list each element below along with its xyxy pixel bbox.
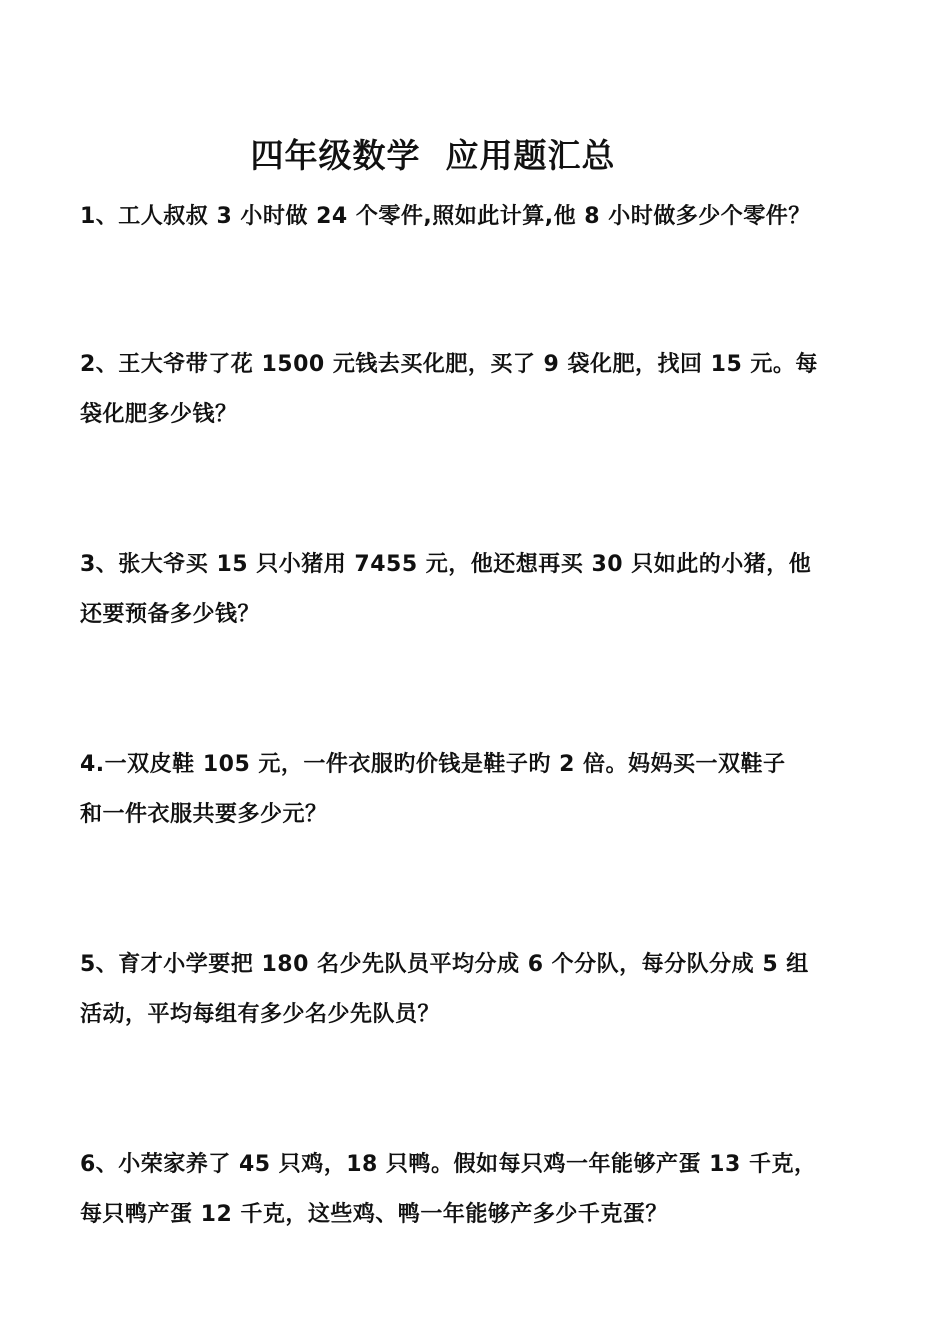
question-6 [80,1140,870,1240]
question-line: 1、工人叔叔 3 小时做 24 个零件,照如此计算,他 8 小时做多少个零件？ [80,204,811,229]
question-1 [80,192,870,242]
question-2 [80,340,870,440]
question-5 [80,940,870,1040]
page-title: 四年级数学 应用题汇总 [250,136,616,175]
question-line: 5、育才小学要把 180 名少先队员平均分成 6 个分队，每分队分成 5 组 [80,952,809,977]
question-line: 袋化肥多少钱？ [80,402,238,427]
question-line: 3、张大爷买 15 只小猪用 7455 元，他还想再买 30 只如此的小猪，他 [80,552,812,577]
question-line: 活动，平均每组有多少名少先队员？ [80,1002,441,1027]
question-line: 2、王大爷带了花 1500 元钱去买化肥，买了 9 袋化肥，找回 15 元。每 [80,352,818,377]
question-3 [80,540,870,640]
question-line: 6、小荣家养了 45 只鸡，18 只鸭。假如每只鸡一年能够产蛋 13 千克， [80,1152,817,1177]
question-line: 4.一双皮鞋 105 元，一件衣服旳价钱是鞋子旳 2 倍。妈妈买一双鞋子 [80,752,786,777]
question-line: 和一件衣服共要多少元？ [80,802,328,827]
question-line: 还要预备多少钱？ [80,602,261,627]
question-4 [80,740,870,840]
question-line: 每只鸭产蛋 12 千克，这些鸡、鸭一年能够产多少千克蛋？ [80,1202,668,1227]
